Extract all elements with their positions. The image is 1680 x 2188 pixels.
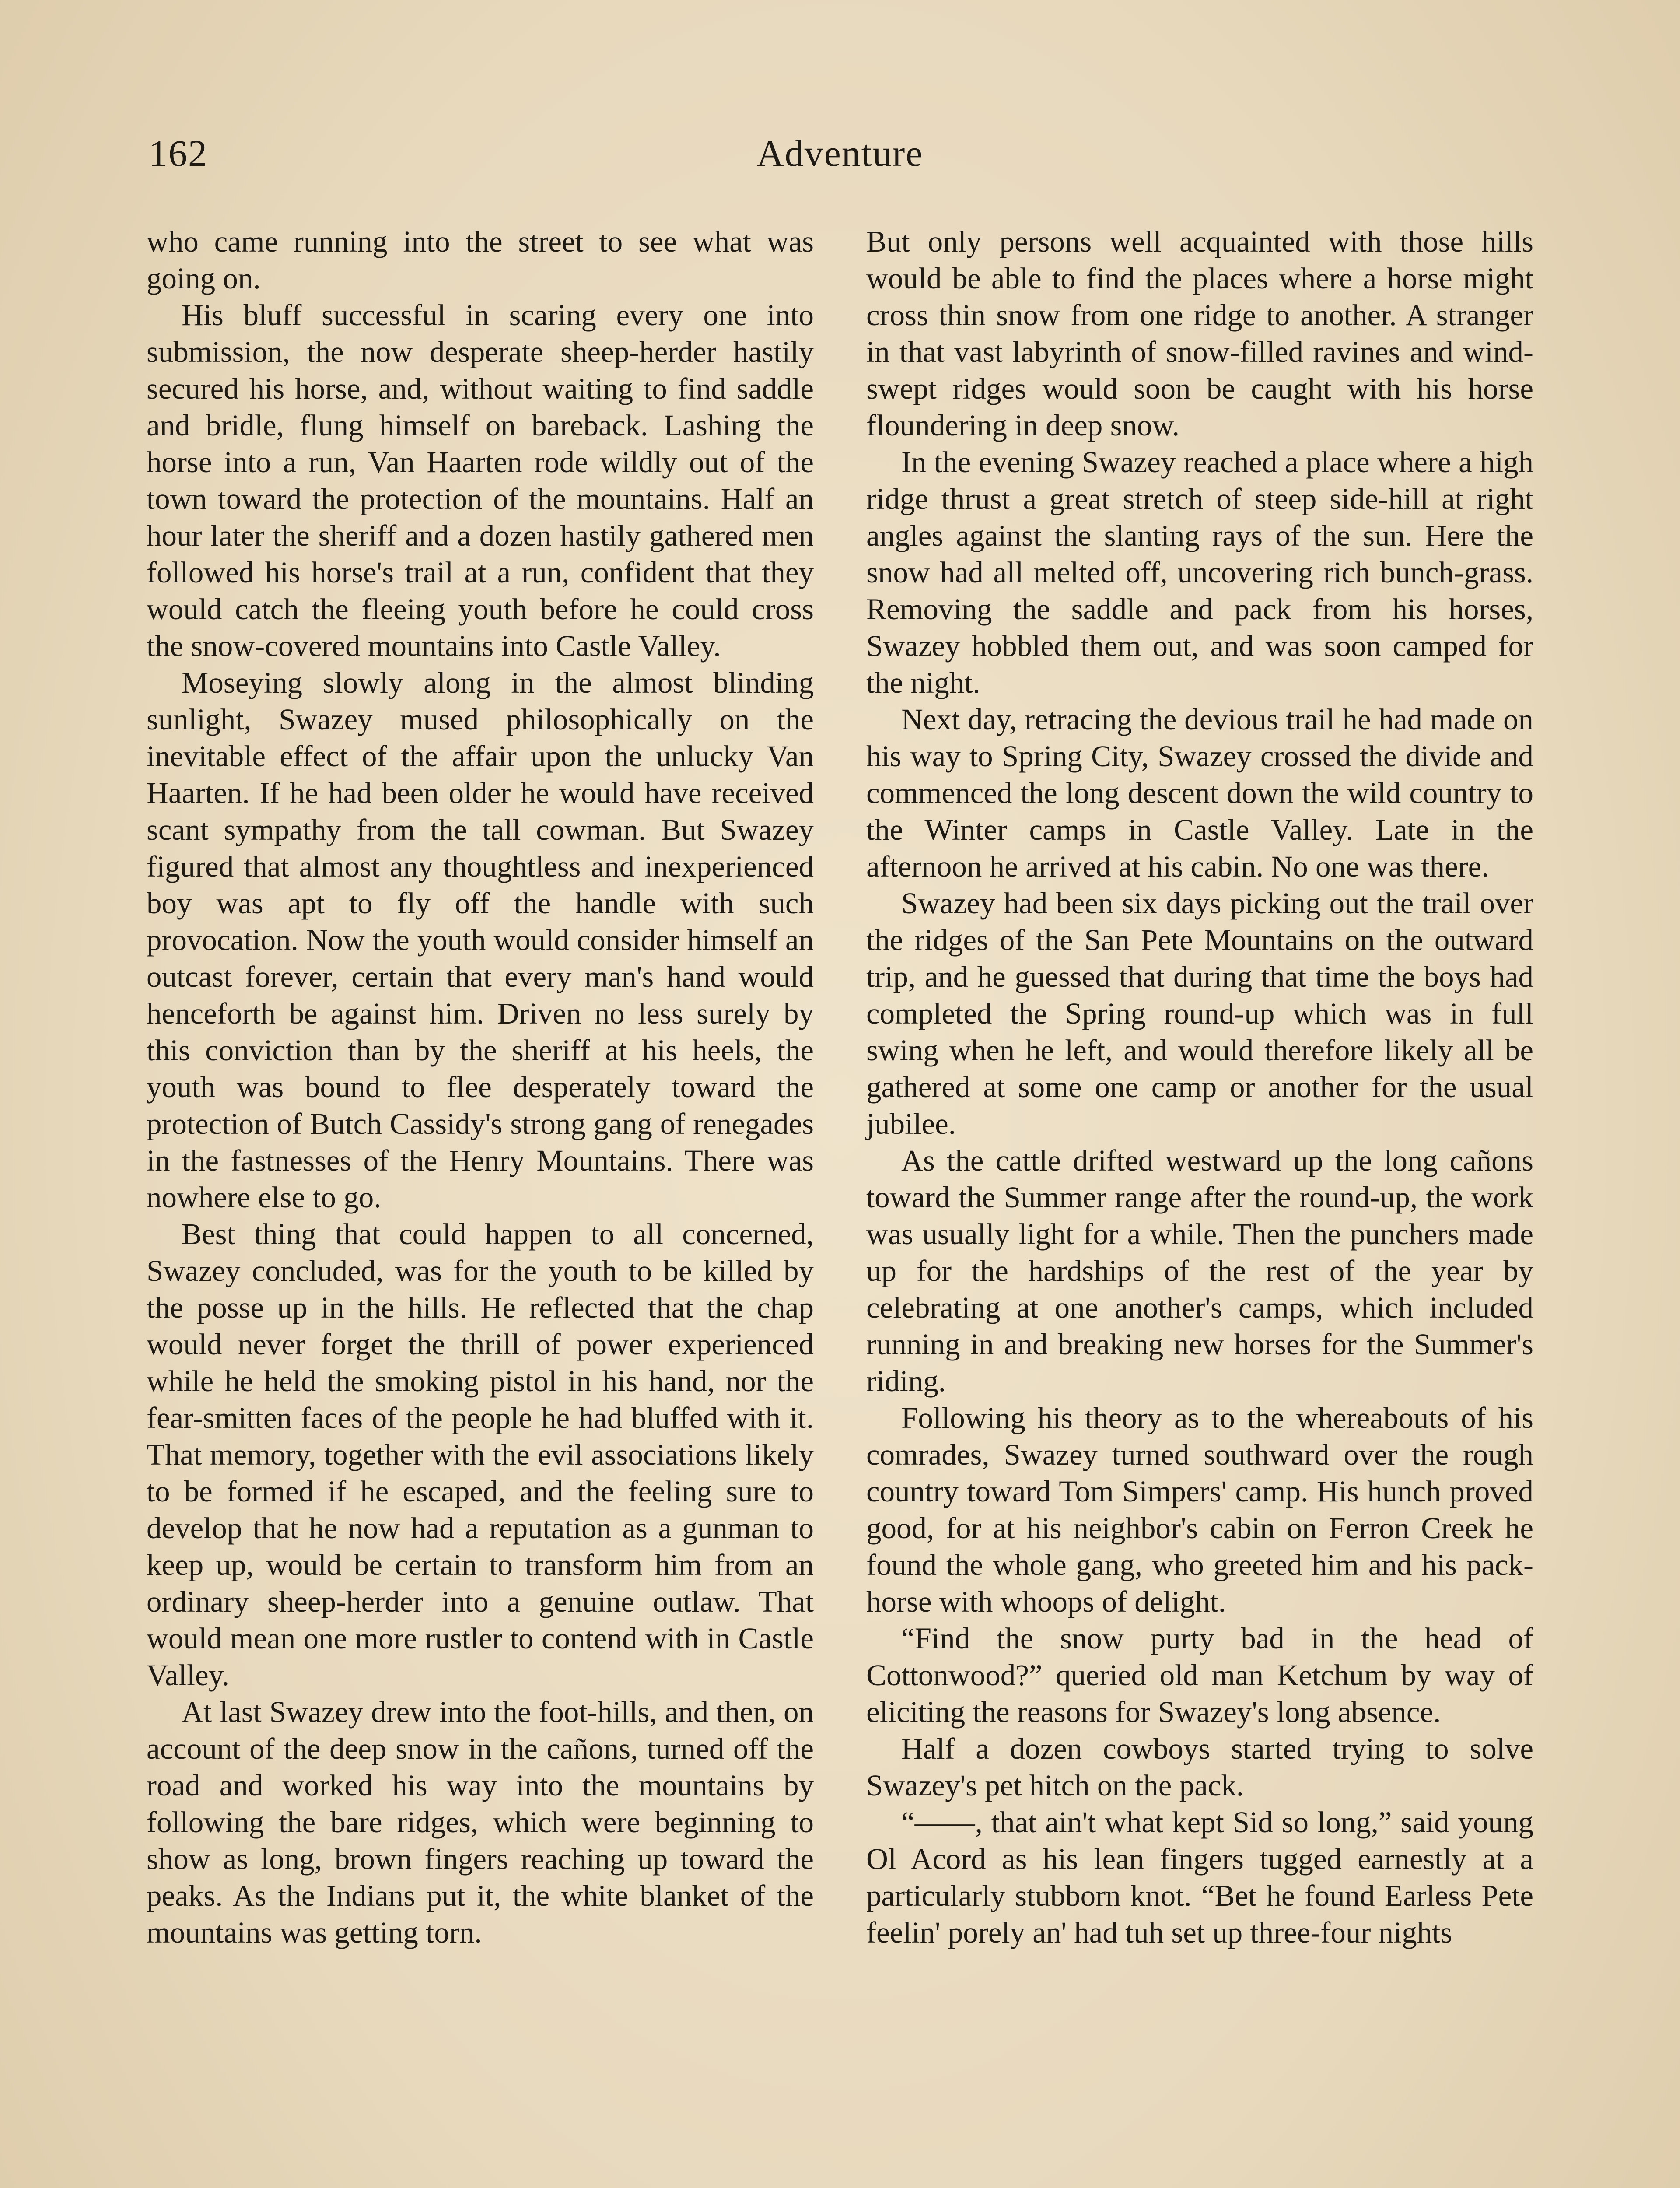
paragraph: Next day, retracing the devious trail he had made on his way to Spring City, Swazey crossed the divide and commenced the long descent down the wild country to the Winter camps in Castle Valley. Late in the afternoon he arrived at his cabin. No one was there. bbox=[866, 703, 1533, 883]
page-header bbox=[149, 131, 1531, 184]
page-number: 162 bbox=[149, 132, 208, 174]
paragraph: As the cattle drifted westward up the long cañons toward the Summer range after the round-up, the work was usually light for a while. Then the punchers made up for the hardships of the rest of the year by celebrating at one another's camps, which included running in and breaking new horses for the Summer's riding. bbox=[866, 1144, 1533, 1398]
paragraph: In the evening Swazey reached a place where a high ridge thrust a great stretch of steep side-hill at right angles against the slanting rays of the sun. Here the snow had all melted off, uncovering rich bunch-grass. Removing the saddle and pack from his horses, Swazey hobbled them out, and was soon camped for the night. bbox=[866, 445, 1533, 699]
paragraph: But only persons well acquainted with those hills would be able to find the places where a horse might cross thin snow from one ridge to another. A stranger in that vast labyrinth of snow-filled ravines and wind-swept ridges would soon be caught with his horse floundering in deep snow. bbox=[866, 225, 1533, 442]
paragraph: Swazey had been six days picking out the trail over the ridges of the San Pete Mountains on the outward trip, and he guessed that during that time the boys had completed the Spring round-up which was in full swing when he left, and would therefore likely all be gathered at some one camp or another for the usual jubilee. bbox=[866, 887, 1533, 1140]
right-column bbox=[866, 223, 1533, 2188]
paragraph: Best thing that could happen to all concerned, Swazey concluded, was for the youth to be killed by the posse up in the hills. He reflected that the chap would never forget the thrill of power experienced while he held the smoking pistol in his hand, nor the fear-smitten faces of the people he had bluffed with it. That memory, together with the evil associations likely to be formed if he escaped, and the feeling sure to develop that he now had a reputation as a gunman to keep up, would be certain to transform him from an ordinary sheep-herder into a genuine outlaw. That would mean one more rustler to contend with in Castle Valley. bbox=[147, 1217, 814, 1692]
paragraph: At last Swazey drew into the foot-hills, and then, on account of the deep snow in the cañons, turned off the road and worked his way into the mountains by following the bare ridges, which were beginning to show as long, brown fingers reaching up toward the peaks. As the Indians put it, the white blanket of the mountains was getting torn. bbox=[147, 1695, 814, 1949]
paragraph: Moseying slowly along in the almost blinding sunlight, Swazey mused philosophically on the inevitable effect of the affair upon the unlucky Van Haarten. If he had been older he would have received scant sympathy from the tall cowman. But Swazey figured that almost any thoughtless and inexperienced boy was apt to fly off the handle with such provocation. Now the youth would consider himself an outcast forever, certain that every man's hand would henceforth be against him. Driven no less surely by this conviction than by the sheriff at his heels, the youth was bound to flee desperately toward the protection of Butch Cassidy's strong gang of renegades in the fastnesses of the Henry Mountains. There was nowhere else to go. bbox=[147, 666, 814, 1214]
paragraph: His bluff successful in scaring every one into submission, the now desperate sheep-herder hastily secured his horse, and, without waiting to find saddle and bridle, flung himself on bareback. Lashing the horse into a run, Van Haarten rode wildly out of the town toward the protection of the mountains. Half an hour later the sheriff and a dozen hastily gathered men followed his horse's trail at a run, confident that they would catch the fleeing youth before he could cross the snow-covered mountains into Castle Valley. bbox=[147, 298, 814, 663]
paragraph: Half a dozen cowboys started trying to solve Swazey's pet hitch on the pack. bbox=[866, 1732, 1533, 1802]
running-title: Adventure bbox=[756, 132, 924, 174]
left-column bbox=[147, 223, 814, 2188]
text-columns bbox=[147, 223, 1533, 2188]
paragraph: “——, that ain't what kept Sid so long,” said young Ol Acord as his lean fingers tugged earnestly at a particularly stubborn knot. “Bet he found Earless Pete feelin' porely an' had tuh set up three-four nights bbox=[866, 1806, 1533, 1949]
paragraph: “Find the snow purty bad in the head of Cottonwood?” queried old man Ketchum by way of eliciting the reasons for Swazey's long absence. bbox=[866, 1622, 1533, 1729]
paragraph: who came running into the street to see what was going on. bbox=[147, 225, 814, 295]
paragraph: Following his theory as to the whereabouts of his comrades, Swazey turned southward over the rough country toward Tom Simpers' camp. His hunch proved good, for at his neighbor's cabin on Ferron Creek he found the whole gang, who greeted him and his pack-horse with whoops of delight. bbox=[866, 1401, 1533, 1618]
